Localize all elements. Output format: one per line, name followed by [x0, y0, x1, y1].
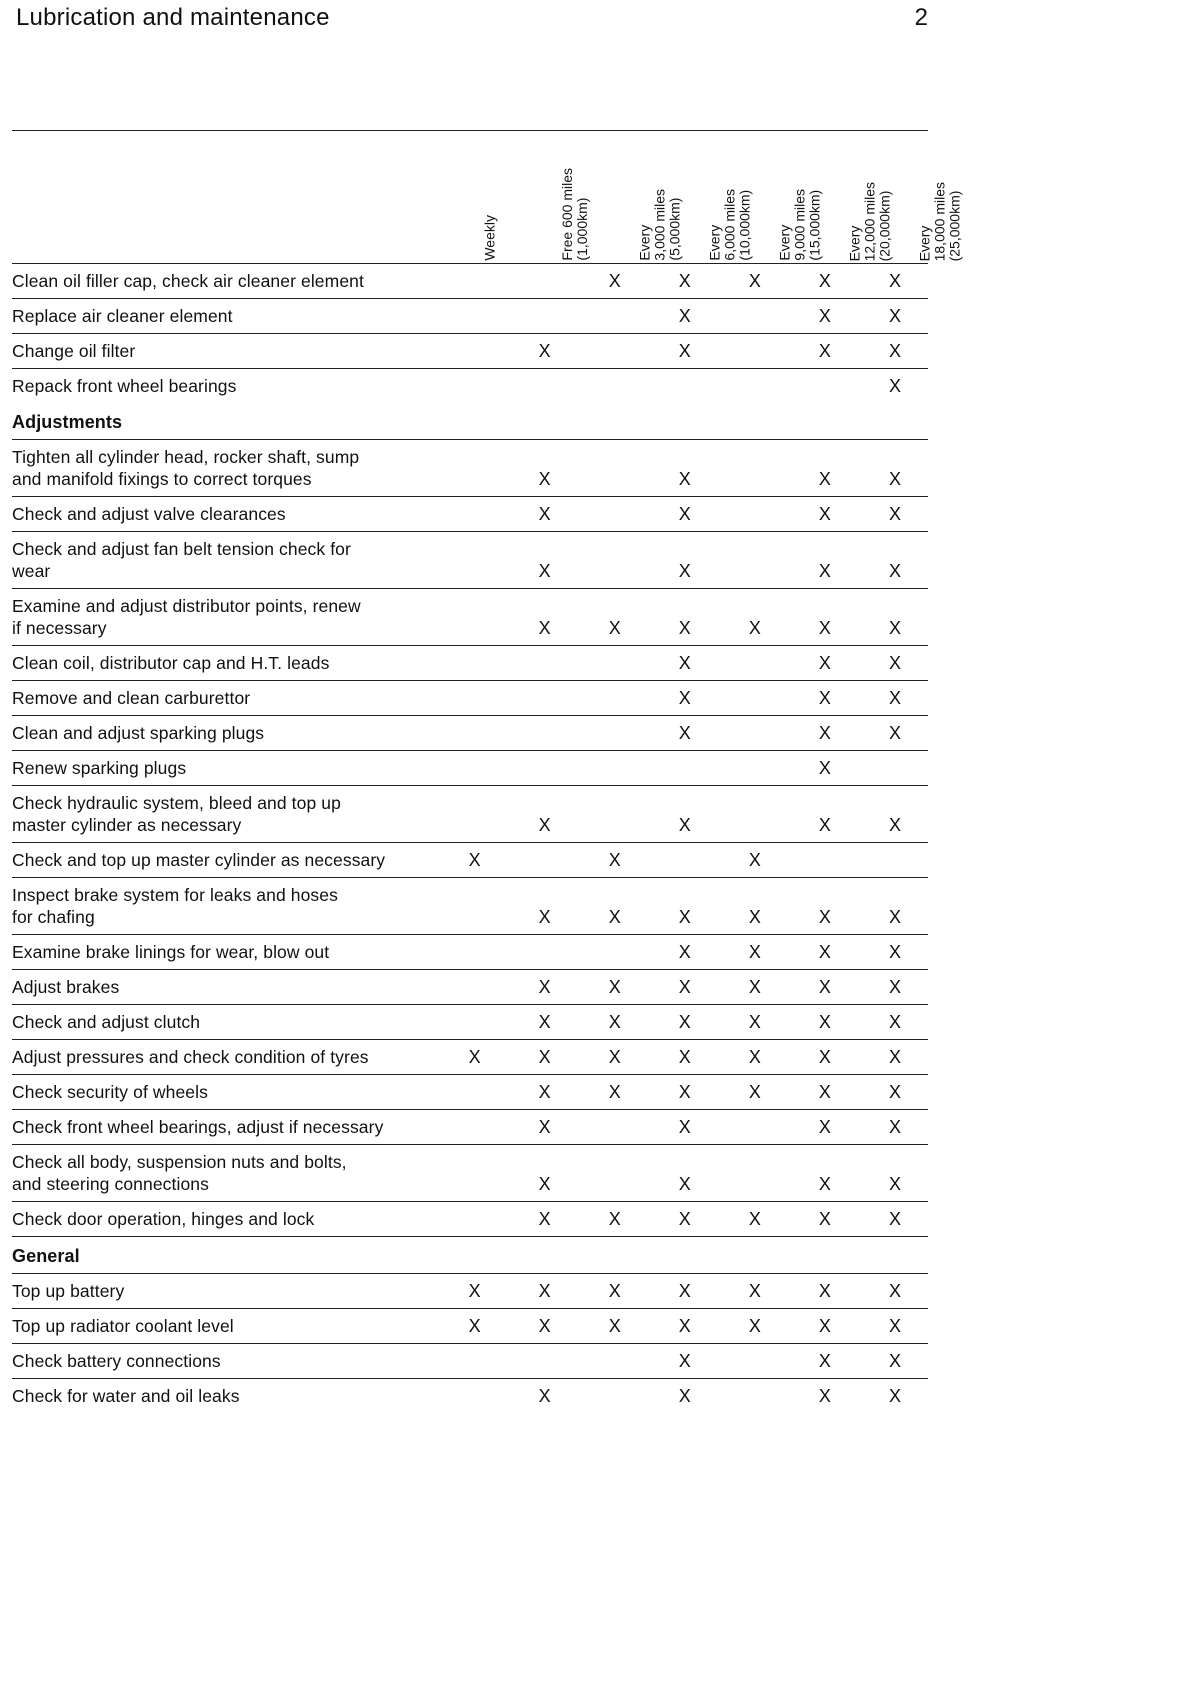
- schedule-mark-cell: [442, 1033, 508, 1039]
- schedule-mark-cell: [582, 1407, 648, 1413]
- schedule-mark-cell: X: [468, 1316, 481, 1336]
- schedule-mark-cell: [512, 779, 578, 785]
- table-row: [12, 970, 928, 1005]
- table-row: [12, 532, 928, 589]
- schedule-mark-cell: X: [468, 850, 481, 870]
- schedule-mark-cell: [442, 327, 508, 333]
- table-row: [12, 334, 928, 369]
- schedule-mark-cell: X: [538, 1209, 551, 1229]
- schedule-mark-cell: X: [818, 1117, 831, 1137]
- table-row: [12, 751, 928, 786]
- schedule-mark-cell: X: [818, 469, 831, 489]
- schedule-mark-cell: [582, 1372, 648, 1378]
- schedule-mark-cell: X: [538, 1174, 551, 1194]
- schedule-mark-cell: X: [678, 1351, 691, 1371]
- table-row: [12, 369, 928, 403]
- schedule-mark-cell: [442, 674, 508, 680]
- table-row: [12, 716, 928, 751]
- schedule-mark-cell: X: [538, 1082, 551, 1102]
- task-label: Tighten all cylinder head, rocker shaft, sump and manifold fixings to correct torques: [12, 447, 360, 489]
- schedule-mark-cell: X: [678, 271, 691, 291]
- schedule-mark-cell: X: [888, 376, 901, 396]
- column-header-18000-miles: [862, 131, 963, 263]
- schedule-mark-cell: X: [678, 1047, 691, 1067]
- schedule-mark-cell: [582, 1138, 648, 1144]
- schedule-rows: [12, 264, 928, 1413]
- table-row: [12, 299, 928, 334]
- column-header-label: Every 9,000 miles (15,000km): [776, 189, 823, 261]
- schedule-mark-cell: X: [818, 341, 831, 361]
- schedule-mark-cell: X: [608, 1316, 621, 1336]
- schedule-mark-cell: X: [748, 1012, 761, 1032]
- task-label: Check and adjust fan belt tension check for wear: [12, 539, 351, 581]
- schedule-mark-cell: [722, 582, 788, 588]
- schedule-mark-cell: X: [608, 977, 621, 997]
- schedule-mark-cell: [442, 1103, 508, 1109]
- schedule-mark-cell: [442, 1407, 508, 1413]
- schedule-mark-cell: X: [538, 1316, 551, 1336]
- schedule-mark-cell: X: [538, 618, 551, 638]
- task-label: Check and top up master cylinder as necessary: [12, 850, 386, 870]
- schedule-mark-cell: X: [748, 271, 761, 291]
- table-row: [12, 1110, 928, 1145]
- schedule-mark-cell: X: [888, 723, 901, 743]
- schedule-mark-cell: X: [888, 815, 901, 835]
- schedule-mark-cell: [442, 525, 508, 531]
- schedule-mark-cell: [722, 1195, 788, 1201]
- schedule-mark-cell: X: [608, 1047, 621, 1067]
- task-label: Inspect brake system for leaks and hoses for chafing: [12, 885, 338, 927]
- schedule-mark-cell: X: [678, 723, 691, 743]
- column-header-row: [12, 131, 963, 264]
- schedule-mark-cell: X: [538, 1281, 551, 1301]
- schedule-mark-cell: X: [608, 1209, 621, 1229]
- task-label: Check door operation, hinges and lock: [12, 1209, 315, 1229]
- schedule-mark-cell: X: [538, 1386, 551, 1406]
- schedule-mark-cell: X: [818, 1047, 831, 1067]
- schedule-mark-cell: [442, 928, 508, 934]
- schedule-mark-cell: [512, 744, 578, 750]
- schedule-mark-cell: [442, 1230, 508, 1236]
- schedule-mark-cell: X: [678, 1209, 691, 1229]
- task-label: Check front wheel bearings, adjust if necessary: [12, 1117, 384, 1137]
- schedule-mark-cell: X: [608, 1082, 621, 1102]
- schedule-mark-cell: X: [748, 850, 761, 870]
- schedule-mark-cell: X: [468, 1281, 481, 1301]
- schedule-mark-cell: X: [888, 469, 901, 489]
- schedule-mark-cell: [582, 582, 648, 588]
- schedule-mark-cell: X: [538, 504, 551, 524]
- table-row: [12, 681, 928, 716]
- schedule-mark-cell: X: [888, 688, 901, 708]
- page-number: 2: [914, 4, 928, 31]
- schedule-mark-cell: X: [818, 504, 831, 524]
- column-header-label: Every 18,000 miles (25,000km): [916, 181, 963, 261]
- task-label: Check and adjust valve clearances: [12, 504, 286, 524]
- schedule-mark-cell: [582, 1195, 648, 1201]
- task-label: Clean and adjust sparking plugs: [12, 723, 265, 743]
- schedule-mark-cell: X: [678, 942, 691, 962]
- schedule-mark-cell: X: [538, 1117, 551, 1137]
- table-row: [12, 1344, 928, 1379]
- schedule-mark-cell: X: [818, 723, 831, 743]
- table-row: [12, 1202, 928, 1237]
- schedule-mark-cell: [442, 963, 508, 969]
- schedule-mark-cell: [512, 963, 578, 969]
- schedule-mark-cell: X: [748, 1047, 761, 1067]
- task-label: Check all body, suspension nuts and bolts, and steering connections: [12, 1152, 347, 1194]
- schedule-mark-cell: X: [818, 561, 831, 581]
- section-header-row: [12, 403, 928, 440]
- schedule-mark-cell: [582, 525, 648, 531]
- schedule-mark-cell: X: [678, 815, 691, 835]
- schedule-mark-cell: [442, 1138, 508, 1144]
- schedule-mark-cell: X: [748, 942, 761, 962]
- table-row: [12, 1145, 928, 1202]
- maintenance-schedule-table: [12, 130, 963, 1413]
- schedule-mark-cell: X: [678, 1281, 691, 1301]
- schedule-mark-cell: [722, 1372, 788, 1378]
- schedule-mark-cell: [512, 292, 578, 298]
- schedule-mark-cell: X: [608, 850, 621, 870]
- schedule-mark-cell: [582, 490, 648, 496]
- task-label: Check security of wheels: [12, 1082, 208, 1102]
- schedule-mark-cell: X: [678, 1117, 691, 1137]
- schedule-mark-cell: X: [818, 618, 831, 638]
- schedule-mark-cell: X: [818, 942, 831, 962]
- schedule-mark-cell: [582, 674, 648, 680]
- schedule-mark-cell: [722, 525, 788, 531]
- schedule-mark-cell: [442, 490, 508, 496]
- schedule-mark-cell: X: [888, 1351, 901, 1371]
- schedule-mark-cell: X: [608, 1012, 621, 1032]
- schedule-mark-cell: [512, 871, 578, 877]
- schedule-mark-cell: X: [888, 271, 901, 291]
- schedule-mark-cell: X: [678, 504, 691, 524]
- schedule-mark-cell: [442, 1195, 508, 1201]
- schedule-mark-cell: X: [678, 1316, 691, 1336]
- schedule-mark-cell: [582, 836, 648, 842]
- schedule-mark-cell: [722, 836, 788, 842]
- schedule-mark-cell: [792, 871, 858, 877]
- table-row: [12, 1040, 928, 1075]
- schedule-mark-cell: X: [678, 653, 691, 673]
- column-header-9000-miles: [722, 131, 823, 263]
- schedule-mark-cell: [442, 292, 508, 298]
- schedule-mark-cell: X: [818, 1281, 831, 1301]
- schedule-mark-cell: X: [888, 653, 901, 673]
- section-title: Adjustments: [12, 412, 123, 432]
- task-label: Renew sparking plugs: [12, 758, 187, 778]
- schedule-mark-cell: X: [888, 561, 901, 581]
- schedule-mark-cell: X: [818, 653, 831, 673]
- schedule-mark-cell: [512, 327, 578, 333]
- task-label: Adjust brakes: [12, 977, 120, 997]
- task-label: Check hydraulic system, bleed and top up master cylinder as necessary: [12, 793, 341, 835]
- schedule-mark-cell: [512, 674, 578, 680]
- task-label: Top up battery: [12, 1281, 125, 1301]
- schedule-mark-cell: X: [538, 977, 551, 997]
- schedule-mark-cell: X: [888, 1117, 901, 1137]
- schedule-mark-cell: X: [818, 758, 831, 778]
- schedule-mark-cell: [862, 779, 928, 785]
- task-column-header: [12, 131, 438, 263]
- schedule-mark-cell: X: [608, 907, 621, 927]
- table-row: [12, 497, 928, 532]
- task-label: Remove and clean carburettor: [12, 688, 251, 708]
- schedule-mark-cell: X: [888, 1316, 901, 1336]
- schedule-mark-cell: X: [748, 907, 761, 927]
- schedule-mark-cell: X: [678, 341, 691, 361]
- schedule-mark-cell: X: [888, 1047, 901, 1067]
- column-header-label: Free 600 miles (1,000km): [558, 168, 590, 261]
- schedule-mark-cell: X: [678, 1174, 691, 1194]
- table-row: [12, 646, 928, 681]
- schedule-mark-cell: X: [888, 1386, 901, 1406]
- schedule-mark-cell: X: [748, 618, 761, 638]
- schedule-mark-cell: [442, 836, 508, 842]
- column-header-weekly: [442, 131, 508, 263]
- schedule-mark-cell: [582, 362, 648, 368]
- schedule-mark-cell: X: [678, 618, 691, 638]
- table-row: [12, 935, 928, 970]
- schedule-mark-cell: X: [538, 341, 551, 361]
- schedule-mark-cell: X: [468, 1047, 481, 1067]
- schedule-mark-cell: [512, 1372, 578, 1378]
- schedule-mark-cell: [652, 779, 718, 785]
- schedule-mark-cell: [582, 963, 648, 969]
- schedule-mark-cell: X: [748, 1316, 761, 1336]
- schedule-mark-cell: X: [748, 1082, 761, 1102]
- page-title: Lubrication and maintenance: [16, 4, 330, 31]
- schedule-mark-cell: X: [678, 561, 691, 581]
- schedule-mark-cell: X: [678, 1012, 691, 1032]
- column-header-3000-miles: [582, 131, 683, 263]
- schedule-mark-cell: X: [818, 815, 831, 835]
- schedule-mark-cell: [512, 397, 578, 403]
- schedule-mark-cell: X: [678, 469, 691, 489]
- table-row: [12, 786, 928, 843]
- schedule-mark-cell: X: [538, 815, 551, 835]
- schedule-mark-cell: X: [608, 618, 621, 638]
- schedule-mark-cell: X: [888, 977, 901, 997]
- table-row: [12, 1075, 928, 1110]
- schedule-mark-cell: X: [888, 1012, 901, 1032]
- column-header-label: Weekly: [481, 215, 498, 261]
- task-label: Clean coil, distributor cap and H.T. leads: [12, 653, 330, 673]
- table-row: [12, 589, 928, 646]
- schedule-mark-cell: [792, 397, 858, 403]
- table-row: [12, 843, 928, 878]
- schedule-mark-cell: [512, 709, 578, 715]
- schedule-mark-cell: X: [678, 977, 691, 997]
- schedule-mark-cell: [582, 397, 648, 403]
- schedule-mark-cell: X: [748, 1209, 761, 1229]
- column-header-label: Every 3,000 miles (5,000km): [636, 189, 683, 261]
- schedule-mark-cell: X: [888, 1209, 901, 1229]
- schedule-mark-cell: X: [538, 1047, 551, 1067]
- schedule-mark-cell: X: [608, 1281, 621, 1301]
- schedule-mark-cell: X: [678, 1082, 691, 1102]
- schedule-mark-cell: X: [818, 688, 831, 708]
- task-label: Check battery connections: [12, 1351, 221, 1371]
- schedule-mark-cell: X: [818, 306, 831, 326]
- schedule-mark-cell: X: [678, 907, 691, 927]
- schedule-mark-cell: [582, 327, 648, 333]
- column-header-12000-miles: [792, 131, 893, 263]
- schedule-mark-cell: X: [538, 907, 551, 927]
- schedule-mark-cell: X: [538, 469, 551, 489]
- schedule-mark-cell: X: [818, 907, 831, 927]
- schedule-mark-cell: [722, 744, 788, 750]
- schedule-mark-cell: X: [888, 1174, 901, 1194]
- table-row: [12, 264, 928, 299]
- task-label: Check and adjust clutch: [12, 1012, 201, 1032]
- schedule-mark-cell: [722, 1138, 788, 1144]
- table-row: [12, 1309, 928, 1344]
- schedule-mark-cell: [652, 397, 718, 403]
- schedule-mark-cell: [442, 709, 508, 715]
- schedule-mark-cell: [582, 779, 648, 785]
- task-label: Adjust pressures and check condition of tyres: [12, 1047, 369, 1067]
- schedule-mark-cell: [722, 779, 788, 785]
- schedule-mark-cell: X: [888, 306, 901, 326]
- task-label: Examine brake linings for wear, blow out: [12, 942, 330, 962]
- schedule-mark-cell: X: [818, 977, 831, 997]
- schedule-mark-cell: [862, 871, 928, 877]
- schedule-mark-cell: [722, 362, 788, 368]
- schedule-mark-cell: [722, 327, 788, 333]
- schedule-mark-cell: X: [678, 1386, 691, 1406]
- table-row: [12, 1005, 928, 1040]
- schedule-mark-cell: [442, 362, 508, 368]
- task-label: Top up radiator coolant level: [12, 1316, 234, 1336]
- column-header-label: Every 12,000 miles (20,000km): [846, 181, 893, 261]
- task-label: Change oil filter: [12, 341, 136, 361]
- schedule-mark-cell: X: [888, 618, 901, 638]
- page-header: [16, 4, 928, 38]
- schedule-mark-cell: X: [608, 271, 621, 291]
- schedule-mark-cell: X: [818, 1209, 831, 1229]
- table-row: [12, 878, 928, 935]
- schedule-mark-cell: X: [678, 306, 691, 326]
- schedule-mark-cell: [722, 490, 788, 496]
- schedule-mark-cell: X: [818, 271, 831, 291]
- schedule-mark-cell: [442, 397, 508, 403]
- schedule-mark-cell: [442, 1372, 508, 1378]
- task-label: Examine and adjust distributor points, renew if necessary: [12, 596, 361, 638]
- schedule-mark-cell: [442, 998, 508, 1004]
- schedule-mark-cell: X: [748, 1281, 761, 1301]
- schedule-mark-cell: [442, 639, 508, 645]
- column-header-6000-miles: [652, 131, 753, 263]
- task-label: Clean oil filler cap, check air cleaner element: [12, 271, 364, 291]
- schedule-mark-cell: X: [888, 341, 901, 361]
- schedule-mark-cell: X: [748, 977, 761, 997]
- schedule-mark-cell: X: [818, 1012, 831, 1032]
- task-label: Check for water and oil leaks: [12, 1386, 240, 1406]
- schedule-mark-cell: X: [818, 1386, 831, 1406]
- schedule-mark-cell: X: [888, 504, 901, 524]
- schedule-mark-cell: [722, 709, 788, 715]
- section-title: General: [12, 1246, 80, 1266]
- schedule-mark-cell: X: [888, 1082, 901, 1102]
- schedule-mark-cell: [652, 871, 718, 877]
- schedule-mark-cell: X: [538, 1012, 551, 1032]
- schedule-mark-cell: X: [888, 1281, 901, 1301]
- table-row: [12, 1379, 928, 1413]
- schedule-mark-cell: [582, 744, 648, 750]
- schedule-mark-cell: [582, 709, 648, 715]
- schedule-mark-cell: [722, 397, 788, 403]
- schedule-mark-cell: X: [888, 907, 901, 927]
- schedule-mark-cell: X: [888, 942, 901, 962]
- schedule-mark-cell: [442, 744, 508, 750]
- schedule-mark-cell: [722, 1407, 788, 1413]
- schedule-mark-cell: [442, 779, 508, 785]
- schedule-mark-cell: X: [818, 1174, 831, 1194]
- schedule-mark-cell: [722, 674, 788, 680]
- schedule-mark-cell: X: [678, 688, 691, 708]
- table-row: [12, 440, 928, 497]
- task-label: Repack front wheel bearings: [12, 376, 237, 396]
- column-header-free-600-miles: [512, 131, 590, 263]
- schedule-mark-cell: X: [538, 561, 551, 581]
- schedule-mark-cell: X: [818, 1082, 831, 1102]
- schedule-mark-cell: X: [818, 1316, 831, 1336]
- schedule-mark-cell: X: [818, 1351, 831, 1371]
- task-label: Replace air cleaner element: [12, 306, 233, 326]
- section-header-row: [12, 1237, 928, 1274]
- schedule-mark-cell: [442, 582, 508, 588]
- column-header-label: Every 6,000 miles (10,000km): [706, 189, 753, 261]
- table-row: [12, 1274, 928, 1309]
